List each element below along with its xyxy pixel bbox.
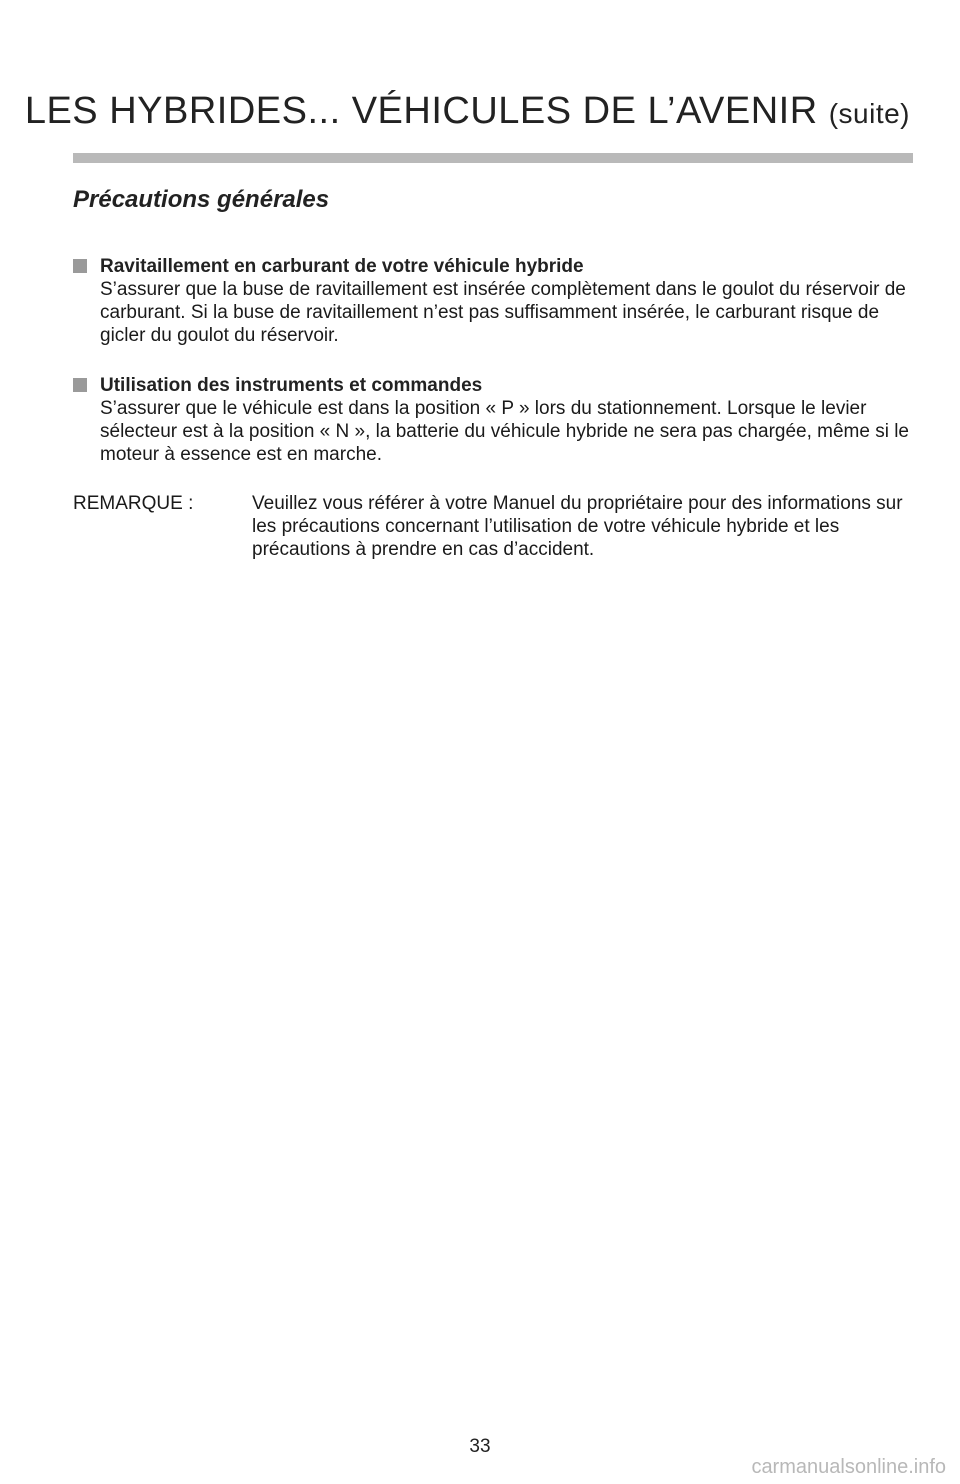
square-bullet-icon [73,378,87,392]
precaution-item [73,256,923,347]
page-header [0,92,910,130]
note-text: Veuillez vous référer à votre Manuel du propriétaire pour des informations sur les précautions concernant l’utilisation de votre véhicule hybride et les précautions à prendre en cas d’accident. [252,493,903,560]
page-header-suffix: (suite) [828,98,910,129]
page-number: 33 [469,1436,491,1457]
precaution-item-title: Utilisation des instruments et commandes [100,375,483,396]
section-title: Précautions générales [73,186,330,213]
square-bullet-icon [73,259,87,273]
precaution-item-body: S’assurer que le véhicule est dans la position « P » lors du stationnement. Lorsque le levier sélecteur est à la position « N », la batterie du véhicule hybride ne sera pas chargée, même si le moteur à essence est en marche. [100,398,910,465]
page-header-title: LES HYBRIDES... VÉHICULES DE L’AVENIR [24,90,818,132]
watermark: carmanualsonline.info [751,1456,946,1478]
precaution-item-body: S’assurer que la buse de ravitaillement est insérée complètement dans le goulot du réservoir de carburant. Si la buse de ravitaillement n’est pas suffisamment insérée, le carburant risque de gicler du goulot du réservoir. [100,279,906,346]
precaution-item [73,375,923,466]
note-label: REMARQUE : [73,493,194,514]
note [73,492,913,561]
precaution-item-title: Ravitaillement en carburant de votre véhicule hybride [100,256,584,277]
header-rule [73,153,913,163]
